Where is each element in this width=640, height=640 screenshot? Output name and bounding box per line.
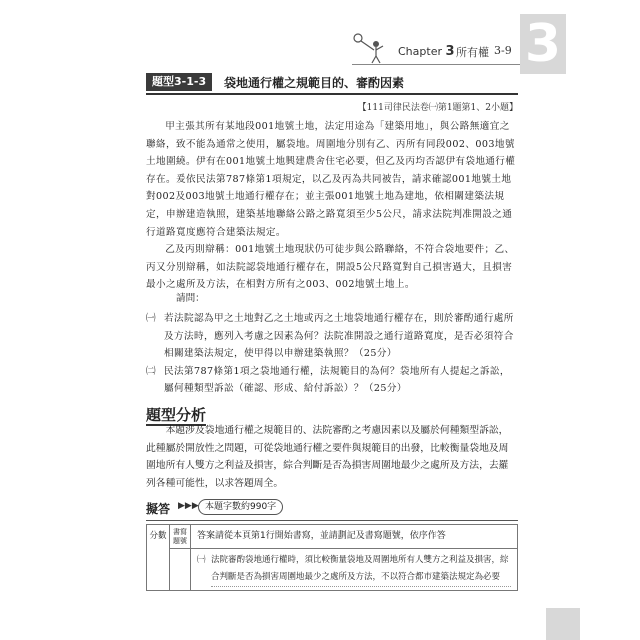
page-corner-tab bbox=[546, 608, 580, 640]
question-item bbox=[146, 310, 518, 363]
topic-bar bbox=[146, 73, 518, 95]
analysis-heading: 題型分析 bbox=[146, 406, 207, 424]
problem-paragraph: 甲主張其所有某地段001地號土地，法定用途為「建築用地」，與公路無適宜之聯絡，致不能為通常之使用，屬袋地。周圍地分別有乙、丙所有同段002、003地號土地圍繞。伊有在001地號土地興建農舍住宅必要，但乙及丙均否認伊有袋地通行權存在。爰依民法第787條第1項規定，以乙及丙為共同被告，請求確認001地號土地對002及003地號土地通行權存在；並主張001地號土地為建地，依相關建築法規定，申辦建造執照，建築基地聯絡公路之路寬須至少5公尺，請求法院判准開設之通行道路寬度應符合建築法規定。 bbox=[146, 121, 516, 238]
answer-label: 擬答 bbox=[146, 502, 171, 516]
topic-title: 袋地通行權之規範目的、審酌因素 bbox=[224, 76, 405, 90]
exam-source: 【111司律民法卷㈠第1題第1、2小題】 bbox=[357, 103, 518, 113]
chapter-label: Chapter 3 bbox=[398, 44, 455, 59]
chapter-tab: 3 bbox=[520, 14, 566, 74]
question-text: 民法第787條第1項之袋地通行權，法規範目的為何？袋地所有人提起之訴訟，屬何種類型訴訟（確認、形成、給付訴訟）？（25分） bbox=[164, 365, 510, 395]
word-count-badge: 本題字數約990字 bbox=[198, 499, 283, 515]
question-number: ㈠ bbox=[146, 313, 156, 324]
person-illustration-icon bbox=[352, 32, 388, 64]
question-number-column: 書寫題號 bbox=[170, 525, 191, 549]
problem-paragraph: 乙及丙則辯稱：001地號土地現狀仍可徒步與公路聯絡，不符合袋地要件；乙、丙又分別辯稱，如法院認袋地通行權存在，開設5公尺路寬對自己損害過大，且損害最小之處所及方法，在相對方所有之003、002地號土地上。 bbox=[146, 244, 515, 291]
question-number: ㈡ bbox=[146, 365, 156, 377]
page-header bbox=[0, 14, 640, 74]
chapter-title: 所有權 bbox=[456, 46, 489, 59]
header-rule bbox=[352, 64, 520, 65]
answer-item-number: ㈠ bbox=[197, 555, 206, 565]
page-number: 3-9 bbox=[494, 44, 512, 57]
answer-header bbox=[146, 498, 518, 518]
analysis-text: 本題涉及袋地通行權之規範目的、法院審酌之考慮因素以及屬於何種類型訴訟，此種屬於開放性之問題，可從袋地通行權之要件與規範目的出發，比較衡量袋地及周圍地所有人雙方之利益及損害，綜合判斷是否為損害周圍地最少之處所及方法，去羅列各種可能性，以求答題周全。 bbox=[146, 425, 509, 489]
question-number-cell bbox=[170, 549, 191, 591]
answer-item-text: 法院審酌袋地通行權時，須比較衡量袋地及周圍地所有人雙方之利益及損害，綜合判斷是否為損害周圍地最少之處所及方法，不以符合都市建築法規定為必要 bbox=[211, 552, 511, 587]
question-list bbox=[146, 310, 518, 398]
answer-note: 答案請從本頁第1行開始書寫，並請劃記及書寫題號，依序作答 bbox=[191, 525, 518, 549]
arrow-icon: ▶▶▶ bbox=[178, 501, 199, 511]
answer-sheet bbox=[146, 524, 518, 591]
question-intro: 請問： bbox=[176, 293, 205, 304]
answer-content bbox=[191, 549, 518, 591]
score-column: 分數 bbox=[147, 525, 170, 591]
answer-rule bbox=[146, 520, 518, 521]
topic-badge: 題型3-1-3 bbox=[146, 73, 212, 91]
problem-text bbox=[146, 118, 518, 294]
question-text: 若法院認為甲之土地對乙之土地或丙之土地袋地通行權存在，則於審酌通行處所及方法時，應列入考慮之因素為何？法院准開設之通行道路寬度，是否必須符合相關建築法規定，使甲得以申辦建築執照？（25分） bbox=[164, 313, 514, 360]
question-item bbox=[146, 363, 518, 398]
